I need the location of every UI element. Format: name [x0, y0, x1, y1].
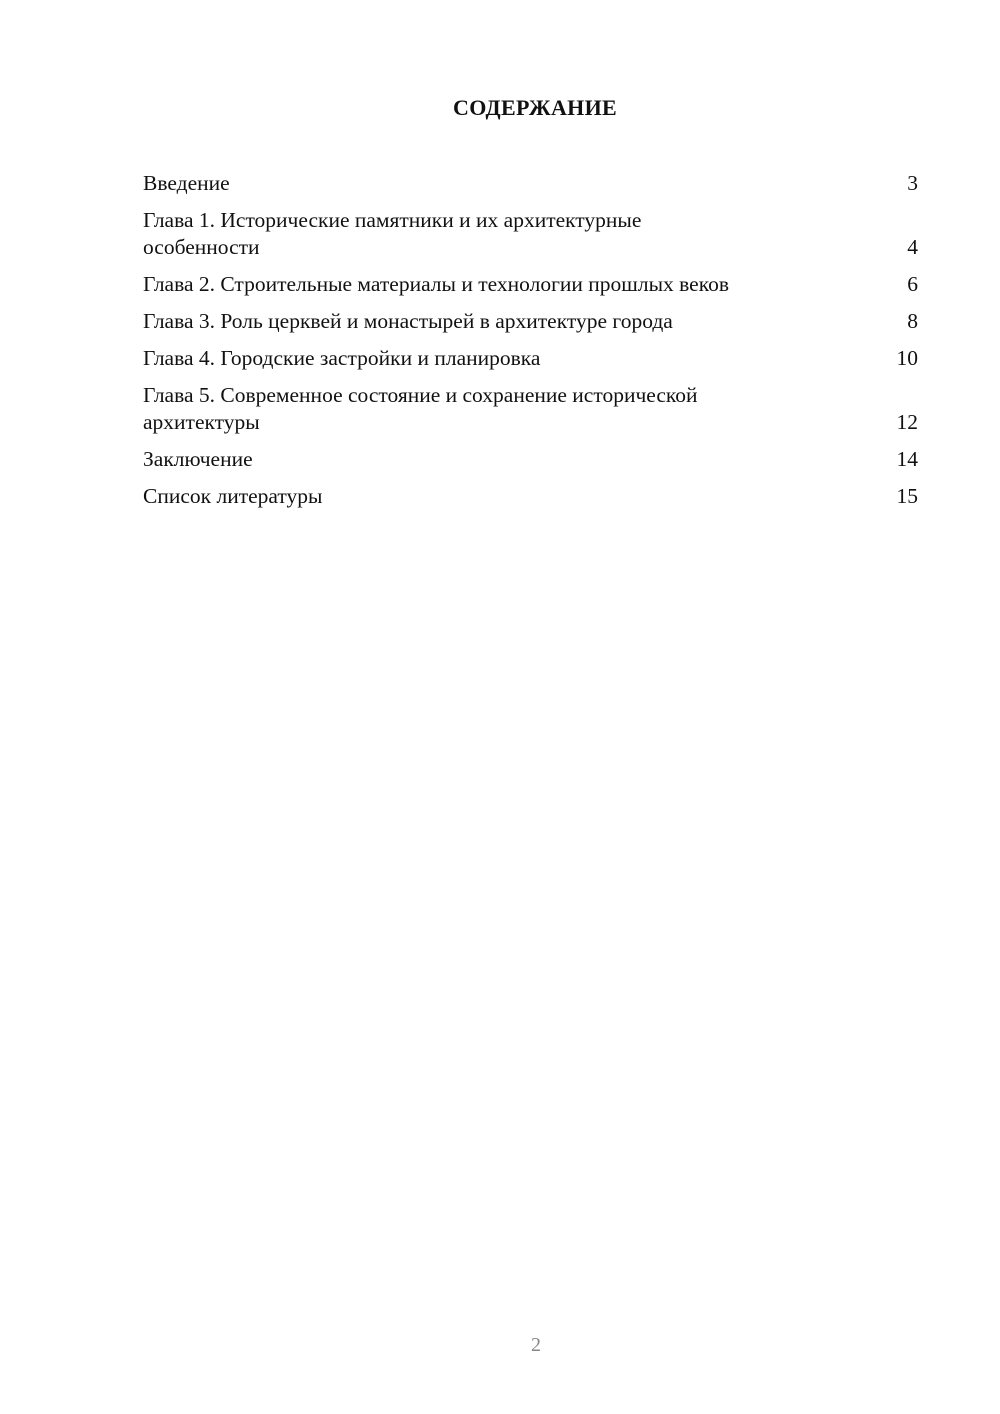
- toc-entry-bibliography: [143, 483, 918, 510]
- toc-entry-text: Глава 5. Современное состояние и сохранение исторической архитектуры: [143, 383, 698, 434]
- toc-entry-chapter-1: [143, 207, 918, 261]
- toc-entry-chapter-3: [143, 308, 918, 335]
- toc-entry-chapter-2: [143, 271, 918, 298]
- toc-entry-text: Глава 3. Роль церквей и монастырей в архитектуре города: [143, 309, 673, 333]
- toc-entry-introduction: [143, 170, 918, 197]
- toc-entry-text: Глава 4. Городские застройки и планировка: [143, 346, 541, 370]
- toc-entry-page: 15: [896, 484, 918, 508]
- toc-entry-page: 6: [907, 272, 918, 296]
- toc-entry-text: Глава 1. Исторические памятники и их архитектурные особенности: [143, 208, 642, 259]
- toc-entry-conclusion: [143, 446, 918, 473]
- toc-entry-chapter-5: [143, 382, 918, 436]
- toc-entry-page: 14: [896, 447, 918, 471]
- toc-entry-chapter-4: [143, 345, 918, 372]
- toc-entry-page: 10: [896, 346, 918, 370]
- page-title: СОДЕРЖАНИЕ: [453, 95, 617, 120]
- toc-entry-text: Заключение: [143, 447, 253, 471]
- toc-entry-page: 12: [896, 410, 918, 434]
- toc-entry-page: 3: [907, 171, 918, 195]
- toc-entry-text: Глава 2. Строительные материалы и технологии прошлых веков: [143, 272, 729, 296]
- table-of-contents: [143, 170, 918, 520]
- page-number: 2: [531, 1334, 541, 1356]
- toc-entry-text: Список литературы: [143, 484, 323, 508]
- toc-entry-text: Введение: [143, 171, 230, 195]
- toc-entry-page: 8: [907, 309, 918, 333]
- toc-entry-page: 4: [907, 235, 918, 259]
